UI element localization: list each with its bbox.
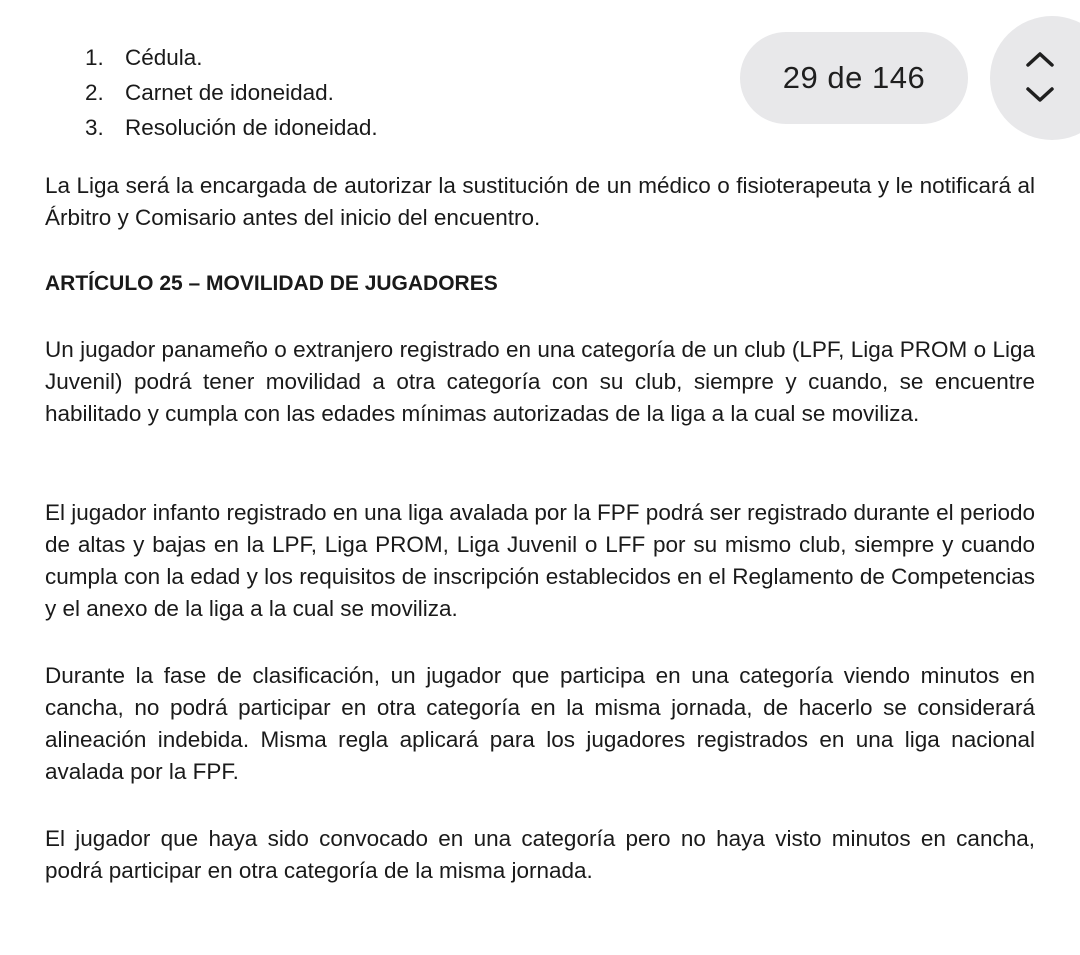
list-item [85,110,378,145]
chevron-up-icon [1025,50,1055,68]
list-item [85,40,378,75]
requirements-list [85,40,378,145]
list-item-text: Resolución de idoneidad. [125,115,378,140]
page-indicator [740,32,968,124]
article-heading: ARTÍCULO 25 – MOVILIDAD DE JUGADORES [45,272,498,295]
page-indicator-label: 29 de 146 [782,60,926,95]
paragraph-fase-clasificacion: Durante la fase de clasificación, un jugador que participa en una categoría viendo minutos en cancha, no podrá participar en otra categoría en la misma jornada, de hacerlo se considerará alineación indebida. Misma regla aplicará para los jugadores registrados en una liga nacional avalada por la FPF. [45,663,1035,784]
list-item-number: 3. [85,115,104,140]
list-item-text: Carnet de idoneidad. [125,80,334,105]
previous-page-button[interactable] [1020,46,1060,72]
paragraph-jugador-convocado: El jugador que haya sido convocado en una categoría pero no haya visto minutos en cancha, podrá participar en otra categoría de la misma jornada. [45,826,1035,883]
paragraph-jugador-infanto: El jugador infanto registrado en una liga avalada por la FPF podrá ser registrado durante el periodo de altas y bajas en la LPF, Liga PROM, Liga Juvenil o LFF por su mismo club, siempre y cuando cumpla con la edad y los requisitos de inscripción establecidos en el Reglamento de Competencias y el anexo de la liga a la cual se moviliza. [45,500,1035,621]
list-item-text: Cédula. [125,45,203,70]
next-page-button[interactable] [1020,82,1060,108]
paragraph-liga-sustitucion: La Liga será la encargada de autorizar la sustitución de un médico o fisioterapeuta y le notificará al Árbitro y Comisario antes del inicio del encuentro. [45,173,1035,230]
paragraph-movilidad: Un jugador panameño o extranjero registrado en una categoría de un club (LPF, Liga PROM o Liga Juvenil) podrá tener movilidad a otra categoría con su club, siempre y cuando, se encuentre habilitado y cumpla con las edades mínimas autorizadas de la liga a la cual se moviliza. [45,337,1035,426]
page-navigation [990,16,1080,140]
chevron-down-icon [1025,86,1055,104]
list-item-number: 1. [85,45,104,70]
list-item [85,75,378,110]
list-item-number: 2. [85,80,104,105]
